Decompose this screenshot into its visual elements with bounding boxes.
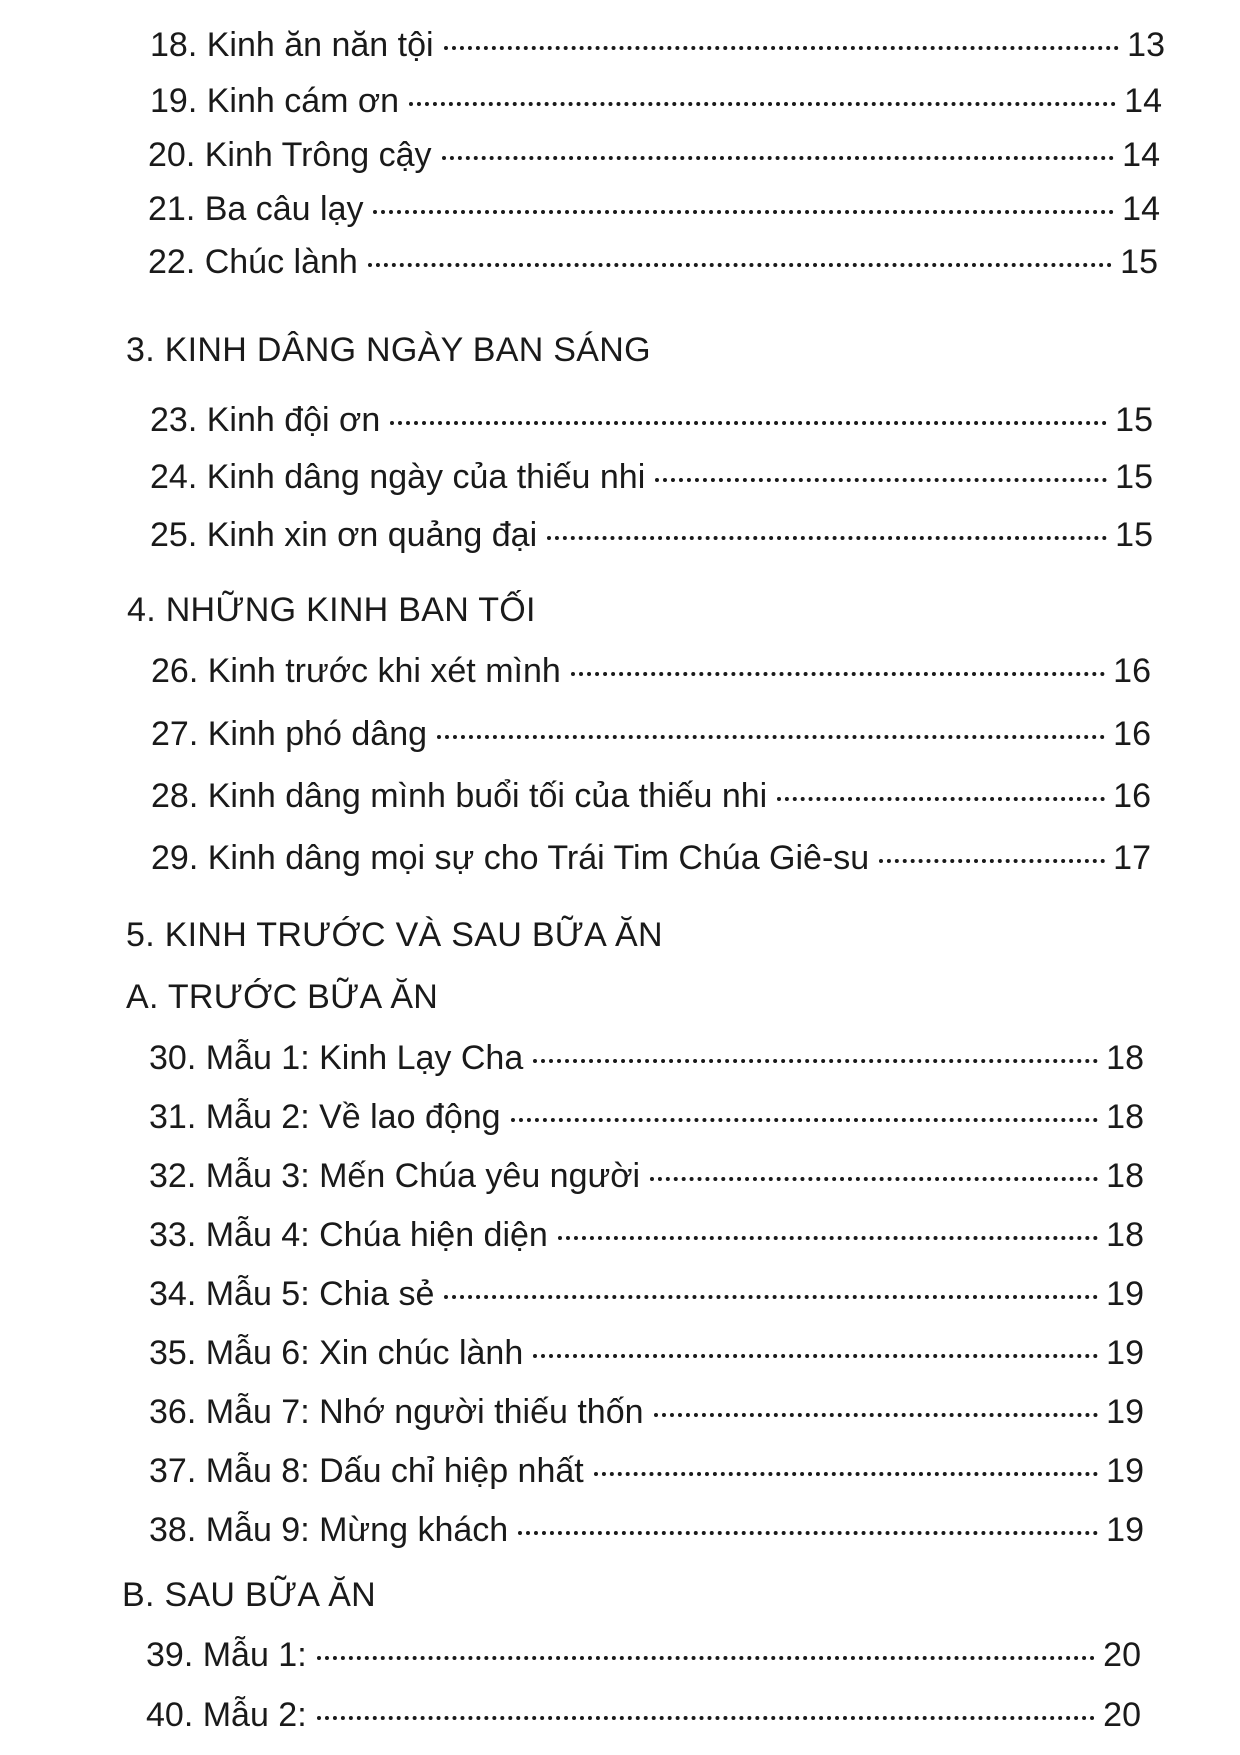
section-heading: 5. KINH TRƯỚC VÀ SAU BỮA ĂN [126,916,663,954]
dot-leader [368,263,1112,267]
toc-entry-page: 15 [1115,458,1153,496]
toc-entry-page: 15 [1115,516,1153,554]
toc-entry [148,242,1158,282]
toc-entry-title: 25. Kinh xin ơn quảng đại [150,516,538,554]
toc-entry [149,1333,1144,1373]
toc-entry-page: 15 [1115,401,1153,439]
toc-entry-title: 32. Mẫu 3: Mến Chúa yêu người [149,1157,641,1195]
dot-leader [409,102,1116,106]
dot-leader [444,1295,1098,1299]
toc-entry-page: 14 [1124,82,1162,120]
dot-leader [655,478,1107,482]
toc-entry-page: 19 [1106,1275,1144,1313]
toc-entry-page: 20 [1103,1636,1141,1674]
toc-entry [148,189,1160,229]
toc-entry [150,457,1153,497]
toc-entry-title: 38. Mẫu 9: Mừng khách [149,1511,509,1549]
toc-entry-title: 40. Mẫu 2: [146,1696,307,1734]
toc-entry [150,81,1162,121]
dot-leader [777,797,1105,801]
dot-leader [547,536,1107,540]
toc-entry [149,1392,1144,1432]
toc-entry [149,1215,1144,1255]
toc-entry-title: 37. Mẫu 8: Dấu chỉ hiệp nhất [149,1452,584,1490]
dot-leader [650,1177,1098,1181]
toc-entry-page: 16 [1113,715,1151,753]
toc-entry [151,776,1151,816]
toc-entry-page: 14 [1122,136,1160,174]
dot-leader [518,1531,1098,1535]
toc-entry [149,1156,1144,1196]
toc-entry-title: 34. Mẫu 5: Chia sẻ [149,1275,435,1313]
toc-entry-title: 22. Chúc lành [148,243,358,281]
dot-leader [533,1059,1098,1063]
toc-entry-page: 18 [1106,1039,1144,1077]
toc-entry-page: 16 [1113,652,1151,690]
toc-entry-title: 19. Kinh cám ơn [150,82,400,120]
toc-entry-page: 17 [1113,839,1151,877]
dot-leader [879,859,1105,863]
toc-entry [149,1274,1144,1314]
toc-entry-title: 23. Kinh đội ơn [150,401,381,439]
toc-entry-title: 39. Mẫu 1: [146,1636,307,1674]
toc-entry-page: 16 [1113,777,1151,815]
toc-entry [149,1097,1144,1137]
toc-entry-title: 28. Kinh dâng mình buổi tối của thiếu nhi [151,777,768,815]
dot-leader [558,1236,1098,1240]
subsection-heading: B. SAU BỮA ĂN [122,1576,377,1614]
dot-leader [442,156,1114,160]
section-heading: 3. KINH DÂNG NGÀY BAN SÁNG [126,331,651,369]
subsection-heading: A. TRƯỚC BỮA ĂN [126,978,439,1016]
toc-entry [149,1510,1144,1550]
toc-entry-title: 26. Kinh trước khi xét mình [151,652,561,690]
toc-entry [149,1038,1144,1078]
toc-entry-title: 31. Mẫu 2: Về lao động [149,1098,501,1136]
toc-entry-title: 33. Mẫu 4: Chúa hiện diện [149,1216,548,1254]
toc-entry [150,400,1153,440]
toc-entry [150,25,1165,65]
dot-leader [511,1118,1098,1122]
toc-entry [151,714,1151,754]
toc-entry-page: 18 [1106,1216,1144,1254]
toc-entry-page: 19 [1106,1393,1144,1431]
toc-entry-page: 19 [1106,1452,1144,1490]
dot-leader [317,1656,1095,1660]
dot-leader [571,672,1105,676]
toc-entry-title: 29. Kinh dâng mọi sự cho Trái Tim Chúa Giê-su [151,839,870,877]
toc-entry-title: 36. Mẫu 7: Nhớ người thiếu thốn [149,1393,644,1431]
dot-leader [437,735,1105,739]
toc-entry-page: 19 [1106,1334,1144,1372]
toc-entry-page: 18 [1106,1157,1144,1195]
section-heading: 4. NHỮNG KINH BAN TỐI [127,591,536,629]
toc-entry [149,1451,1144,1491]
dot-leader [444,46,1119,50]
dot-leader [654,1413,1098,1417]
toc-entry-page: 18 [1106,1098,1144,1136]
toc-entry-title: 24. Kinh dâng ngày của thiếu nhi [150,458,646,496]
toc-entry-title: 30. Mẫu 1: Kinh Lạy Cha [149,1039,524,1077]
toc-entry-title: 18. Kinh ăn năn tội [150,26,434,64]
toc-entry-page: 13 [1127,26,1165,64]
toc-entry-title: 20. Kinh Trông cậy [148,136,432,174]
toc-entry-title: 35. Mẫu 6: Xin chúc lành [149,1334,524,1372]
toc-entry [151,651,1151,691]
toc-entry-title: 21. Ba câu lạy [148,190,364,228]
dot-leader [533,1354,1098,1358]
dot-leader [390,421,1107,425]
toc-entry-page: 15 [1120,243,1158,281]
toc-entry-page: 19 [1106,1511,1144,1549]
dot-leader [594,1472,1098,1476]
toc-entry [146,1635,1141,1675]
toc-entry-page: 20 [1103,1696,1141,1734]
dot-leader [373,210,1114,214]
toc-entry-page: 14 [1122,190,1160,228]
toc-entry [151,838,1151,878]
toc-entry [146,1695,1141,1735]
toc-entry [150,515,1153,555]
dot-leader [317,1716,1095,1720]
toc-entry-title: 27. Kinh phó dâng [151,715,428,753]
toc-entry [148,135,1160,175]
